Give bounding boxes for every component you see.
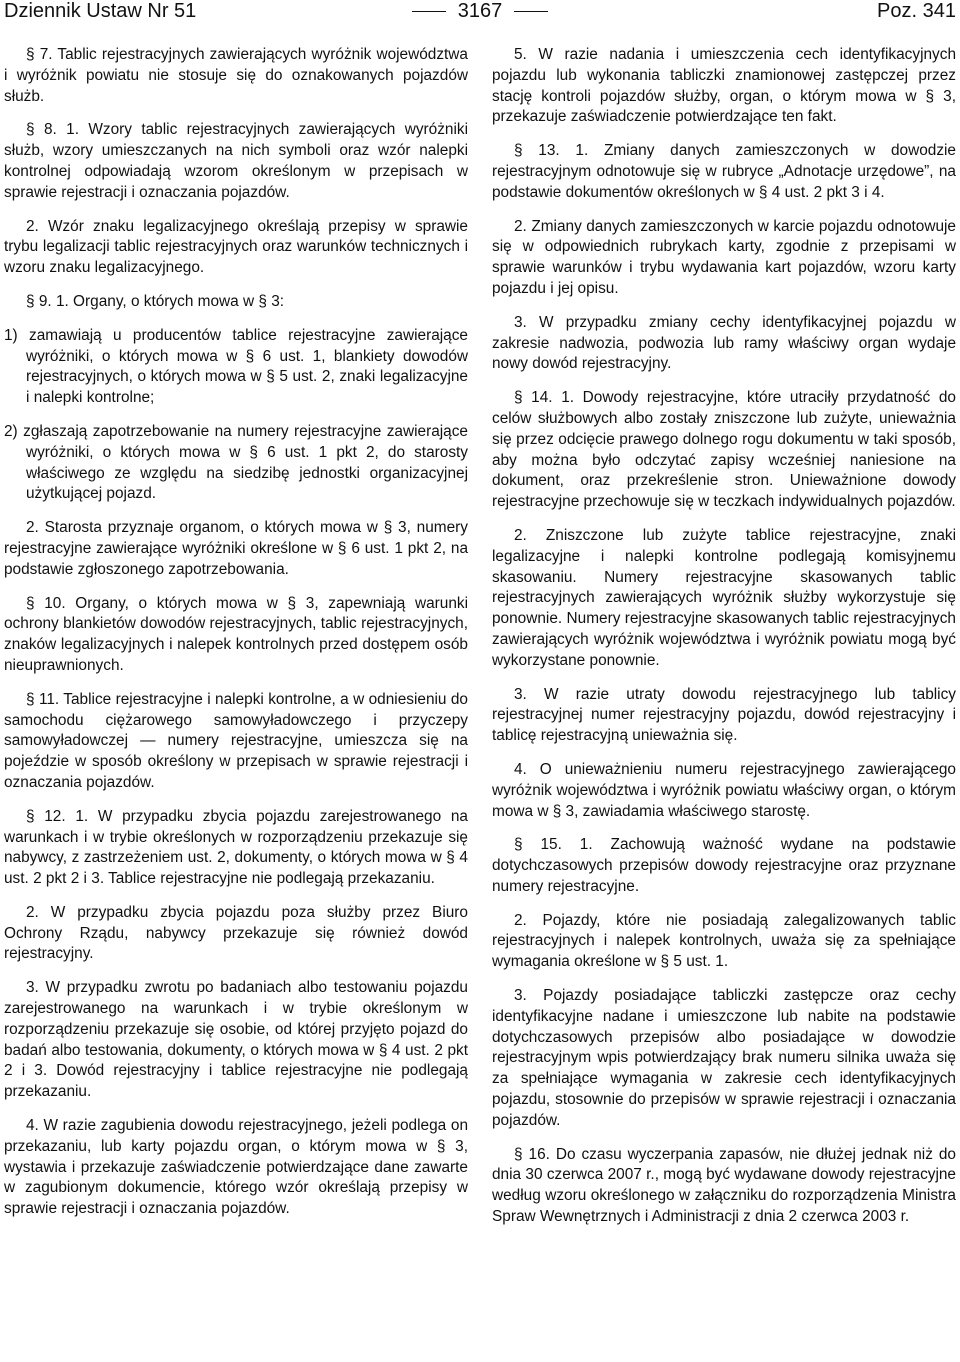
paragraph: § 13. 1. Zmiany danych zamieszczonych w dowodzie rejestracyjnym odnotowuje się w rubryce „Adnotacje urzędowe”, na podstawie dokumentów określonych w § 4 ust. 2 pkt 3 i 4. — [492, 142, 956, 201]
dash-right — [514, 11, 548, 12]
page-number: 3167 — [457, 0, 503, 22]
paragraph: 3. W przypadku zwrotu po badaniach albo testowaniu pojazdu zarejestrowanego na warunkach i w trybie określonym w rozporządzeniu przekazuje się osobie, od której przyjęto pojazd do badań albo testowania, dokumenty, o których mowa w § 4 ust. 2 pkt 2 i 3. Dowód rejestracyjny i tablice rejestracyjne nie podlegają przekazaniu. — [4, 979, 468, 1101]
position-number: Poz. 341 — [877, 0, 956, 22]
paragraph: 4. W razie zagubienia dowodu rejestracyjnego, jeżeli podlega on przekazaniu, lub karty pojazdu organ, o którym mowa w § 3, wystawia i przekazuje zaświadczenie potwierdzające dane zawarte w zagubionym dokumencie, którego wzór określają przepisy w sprawie rejestracji i oznaczania pojazdów. — [4, 1117, 468, 1218]
paragraph: 4. O unieważnieniu numeru rejestracyjnego zawierającego wyróżnik województwa i wyróżnik powiatu właściwy organ, o którym mowa w § 3, zawiadamia właściwego starostę. — [492, 760, 956, 820]
page-header — [4, 0, 956, 22]
paragraph: § 12. 1. W przypadku zbycia pojazdu zarejestrowanego na warunkach i w trybie określonych w rozporządzeniu przekazuje się nabywcy, z zastrzeżeniem ust. 2, dokumenty, o których mowa w § 4 ust. 2 pkt 2 i 3. Tablice rejestracyjne nie podlegają przekazaniu. — [4, 807, 468, 888]
dash-left — [412, 11, 446, 12]
paragraph: 3. Pojazdy posiadające tabliczki zastępcze oraz cechy identyfikacyjne nadane i umieszczone lub nabite na podstawie dotychczasowych przepisów albo posiadające w dowodzie rejestracyjnym wpis potwierdzający brak numeru silnika uważa się za spełniające wymagania w zakresie cech identyfikacyjnych pojazdu, stosownie do przepisów w sprawie rejestracji i oznaczania pojazdów. — [492, 987, 956, 1129]
journal-title: Dziennik Ustaw Nr 51 — [4, 0, 197, 22]
paragraph: 3. W razie utraty dowodu rejestracyjnego lub tablicy rejestracyjnej numer rejestracyjny pojazdu, dowód rejestracyjny i tablicę rejestracyjną unieważnia się. — [492, 685, 956, 745]
paragraph: 2. W przypadku zbycia pojazdu poza służby przez Biuro Ochrony Rządu, nabywcy przekazuje się również dowód rejestracyjny. — [4, 903, 468, 963]
left-column — [4, 45, 468, 1233]
paragraph: § 14. 1. Dowody rejestracyjne, które utraciły przydatność do celów służbowych albo zostały zniszczone lub zużyte, unieważnia się przez odcięcie prawego dolnego rogu dokumentu w taki sposób, aby można było odczytać zapisy wcześniej naniesione na dokument, oraz przekreślenie stron. Unieważnione dowody rejestracyjne przechowuje się w teczkach indywidualnych pojazdów. — [492, 389, 956, 511]
paragraph: 2. Zniszczone lub zużyte tablice rejestracyjne, znaki legalizacyjne i nalepki kontrolne podlegają komisyjnemu skasowaniu. Numery rejestracyjne skasowanych tablic rejestracyjnych zawierających wyróżnik służby wykorzystuje się ponownie. Numery rejestracyjne skasowanych tablic rejestracyjnych zawierających wyróżnik województwa i wyróżnik powiatu mogą być wykorzystane ponownie. — [492, 526, 956, 669]
paragraph: § 11. Tablice rejestracyjne i nalepki kontrolne, a w odniesieniu do samochodu ciężarowego samowyładowczego i przyczepy samowyładowczej — numery rejestracyjne, umieszcza się na pojeździe w sposób określony w przepisach w sprawie rejestracji i oznaczania pojazdów. — [4, 690, 468, 791]
paragraph: § 8. 1. Wzory tablic rejestracyjnych zawierających wyróżniki służb, wzory umieszczanych na nich symboli oraz wzór nalepki kontrolnej odpowiadają wzorom określonym w przepisach w sprawie rejestracji i oznaczania pojazdów. — [4, 121, 468, 201]
paragraph: 2. Pojazdy, które nie posiadają zalegalizowanych tablic rejestracyjnych i nalepek kontrolnych, uważa się za spełniające wymagania określone w § 5 ust. 1. — [492, 911, 956, 971]
paragraph: 2. Wzór znaku legalizacyjnego określają przepisy w sprawie trybu legalizacji tablic rejestracyjnych oraz warunków technicznych i wzoru znaku legalizacyjnego. — [4, 217, 468, 277]
list-item: 1) zamawiają u producentów tablice rejestracyjne zawierające wyróżniki, o których mowa w § 6 ust. 1, blankiety dowodów rejestracyjnych, o których mowa w § 5 ust. 2, znaki legalizacyjne i nalepki kontrolne; — [4, 326, 468, 407]
paragraph: 5. W razie nadania i umieszczenia cech identyfikacyjnych pojazdu lub wykonania tabliczki znamionowej zastępczej przez stację kontroli pojazdów służby, organ, o którym mowa w § 3, przekazuje zaświadczenie potwierdzające ten fakt. — [492, 46, 956, 126]
paragraph: § 10. Organy, o których mowa w § 3, zapewniają warunki ochrony blankietów dowodów rejestracyjnych, tablic rejestracyjnych, znaków legalizacyjnych i nalepek kontrolnych przed dostępem osób nieuprawnionych. — [4, 594, 468, 674]
paragraph: § 16. Do czasu wyczerpania zapasów, nie dłużej jednak niż do dnia 30 czerwca 2007 r., mogą być wydawane dowody rejestracyjne według wzoru określonego w załączniku do rozporządzenia Ministra Spraw Wewnętrznych i Administracji z dnia 2 czerwca 2003 r. — [492, 1145, 956, 1226]
paragraph: § 7. Tablic rejestracyjnych zawierających wyróżnik województwa i wyróżnik powiatu nie stosuje się do oznakowanych pojazdów służb. — [4, 46, 468, 105]
paragraph: 3. W przypadku zmiany cechy identyfikacyjnej pojazdu w zakresie nadwozia, podwozia lub ramy właściwy organ wydaje nowy dowód rejestracyjny. — [492, 313, 956, 373]
paragraph: 2. Zmiany danych zamieszczonych w karcie pojazdu odnotowuje się w odpowiednich rubrykach karty, zgodnie z przepisami w sprawie warunków i trybu wydawania kart pojazdów, wzoru karty pojazdu i jej opisu. — [492, 217, 956, 297]
list-item: 2) zgłaszają zapotrzebowanie na numery rejestracyjne zawierające wyróżniki, o których mowa w § 6 ust. 1 pkt 2, do starosty właściwego ze względu na siedzibę jednostki organizacyjnej użytkującej pojazd. — [4, 422, 468, 503]
paragraph: § 15. 1. Zachowują ważność wydane na podstawie dotychczasowych przepisów dowody rejestracyjne oraz przyznane numery rejestracyjne. — [492, 836, 956, 895]
paragraph: 2. Starosta przyznaje organom, o których mowa w § 3, numery rejestracyjne zawierające wyróżniki określone w § 6 ust. 1 pkt 2, na podstawie zgłoszonego zapotrzebowania. — [4, 519, 468, 578]
page-number-block — [4, 0, 956, 22]
paragraph: § 9. 1. Organy, o których mowa w § 3: — [26, 292, 285, 310]
right-column — [492, 45, 956, 1241]
